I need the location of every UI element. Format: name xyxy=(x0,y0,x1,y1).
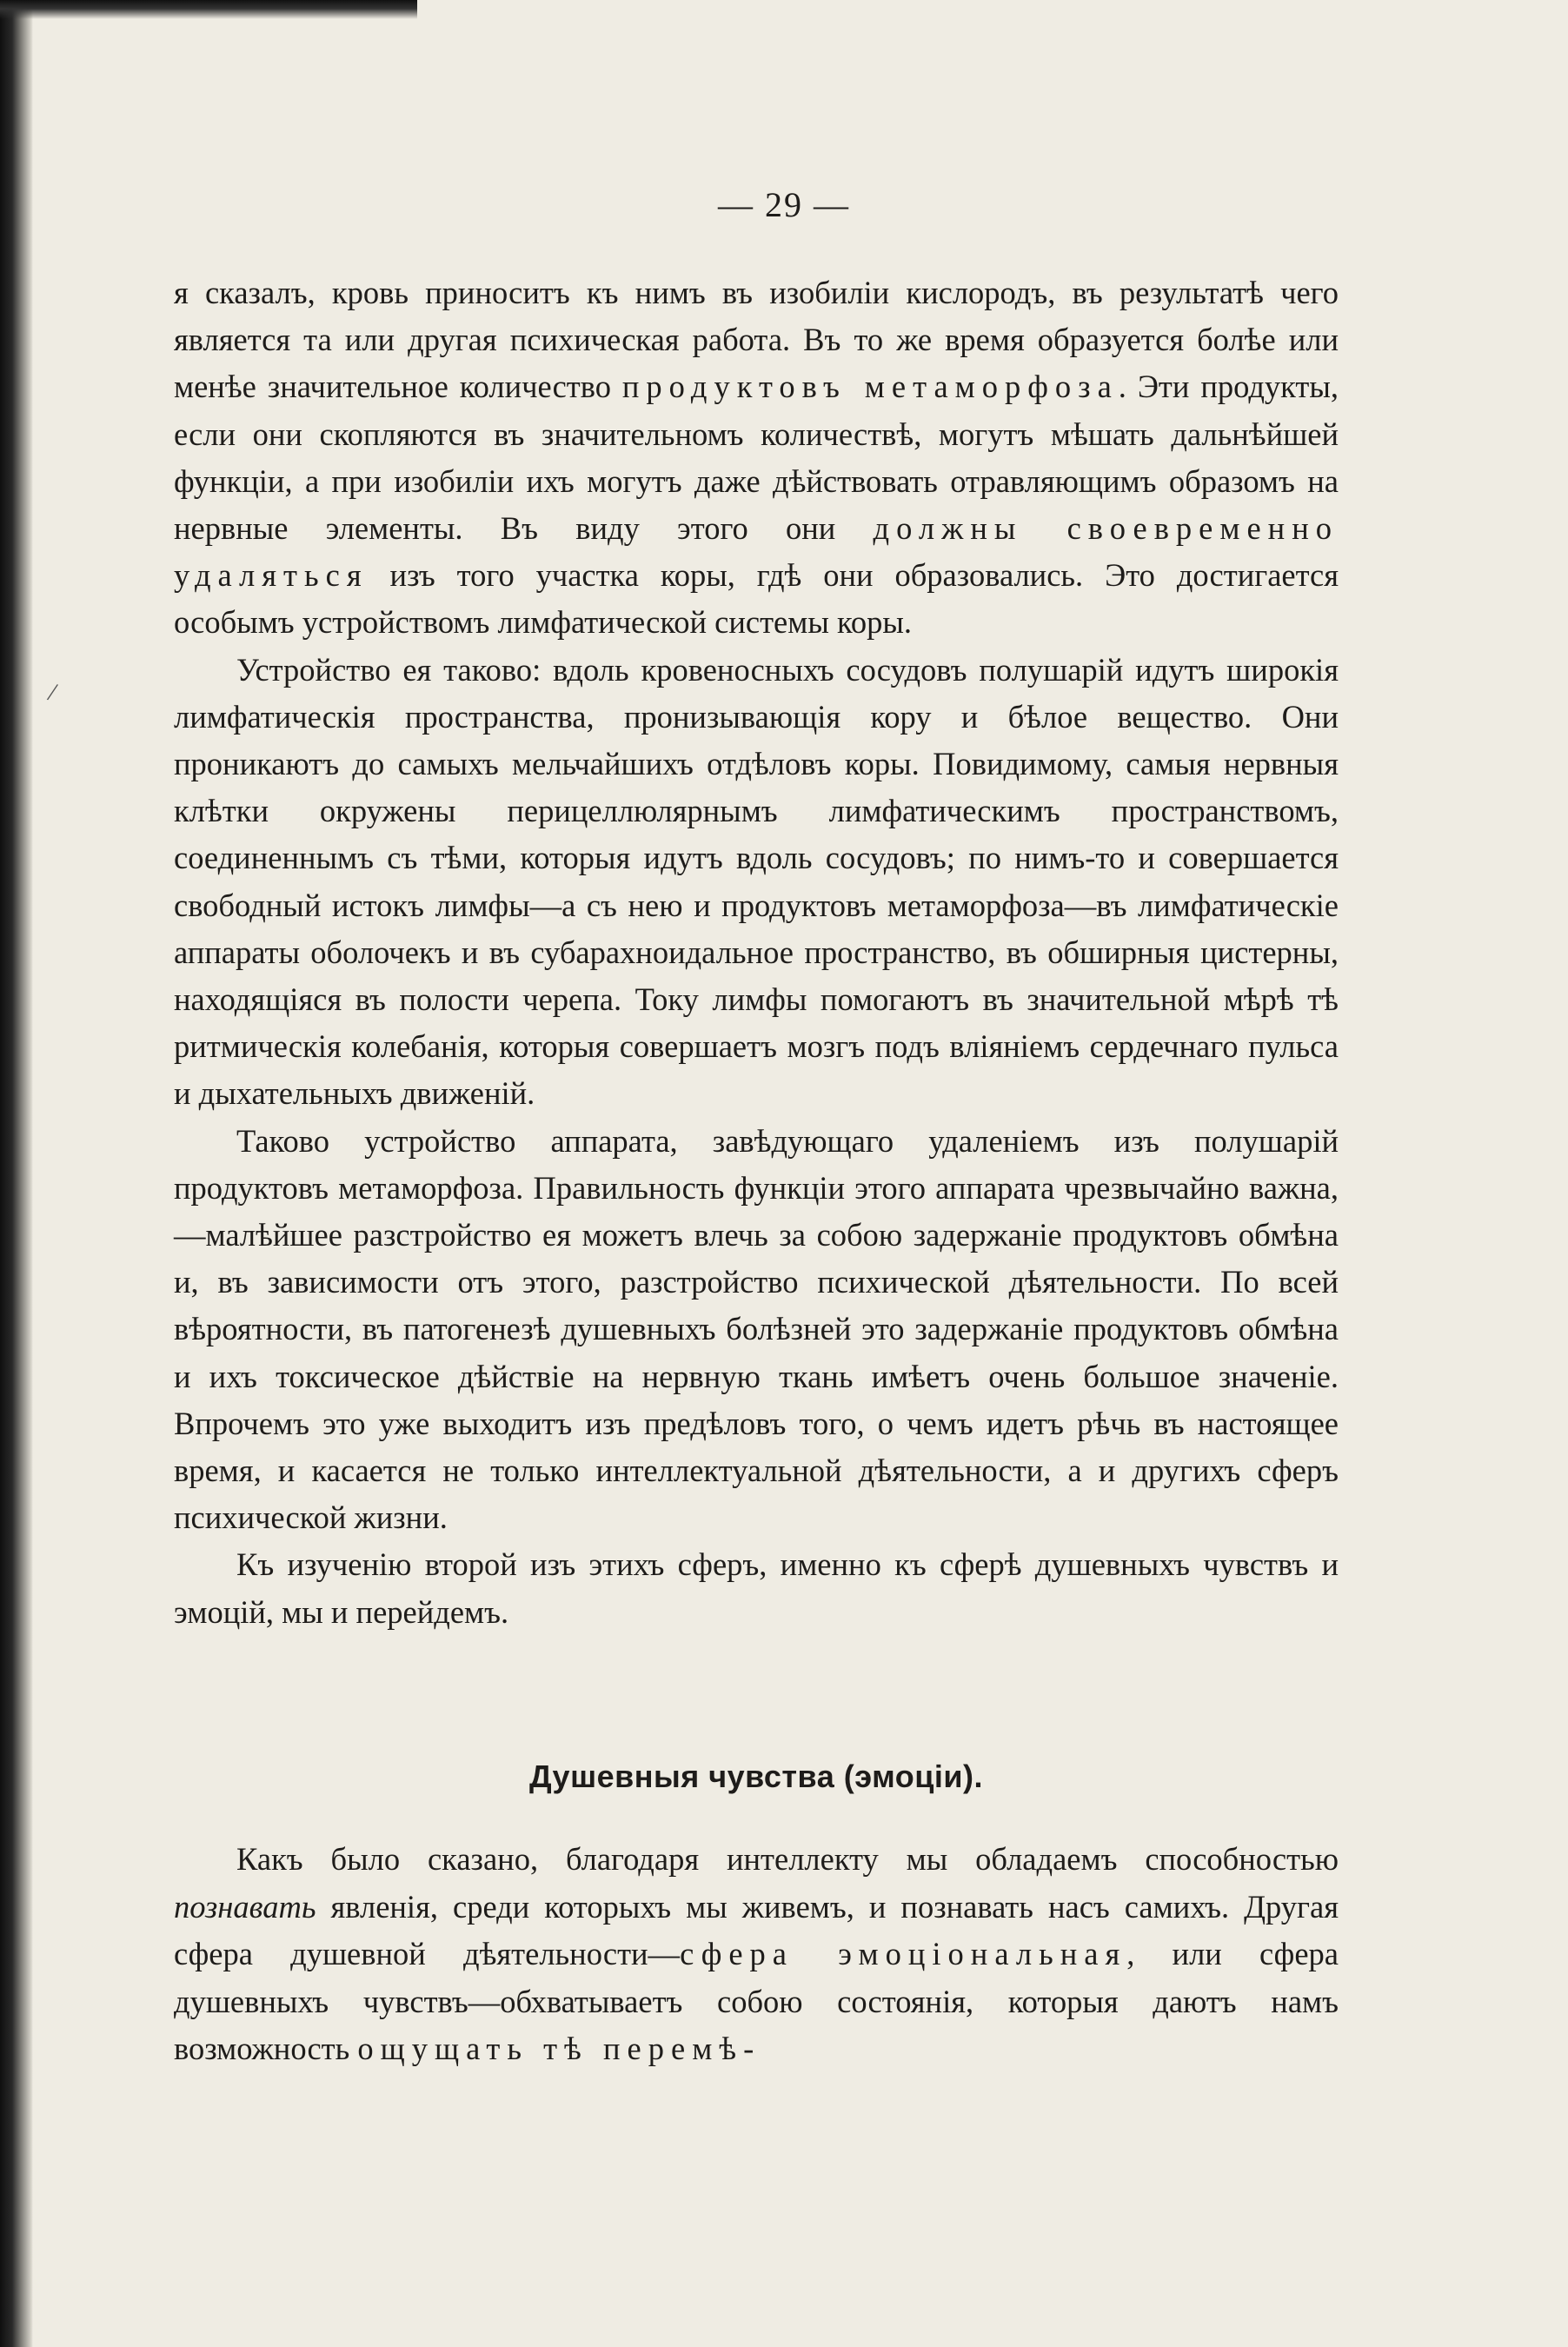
paragraph-5-segment: явленія, среди которыхъ мы живемъ, и познавать насъ самихъ. Другая сфера душевной дѣятельности— xyxy=(174,1888,1339,1971)
body-text-continued xyxy=(174,1836,1339,2073)
paragraph-1-segment: . Эти продукты, если они скопляются въ значительномъ количествѣ, могутъ мѣшать дальнѣйшей функціи, а при изобиліи ихъ могутъ даже дѣйствовать отравляющимъ образомъ на нервные элементы. Въ виду этого они xyxy=(174,369,1339,547)
paragraph-4 xyxy=(174,1541,1339,1635)
paragraph-5-segment: , или сфера душевныхъ чувствъ—обхватываетъ собою состоянія, которыя даютъ намъ возможность xyxy=(174,1936,1339,2066)
paragraph-2 xyxy=(174,647,1339,1118)
scan-top-shadow xyxy=(0,0,417,19)
body-text xyxy=(174,269,1339,1636)
paragraph-4-text: Къ изученію второй изъ этихъ сферъ, именно къ сферѣ душевныхъ чувствъ и эмоцій, мы и перейдемъ. xyxy=(174,1546,1339,1630)
page-number: — 29 — xyxy=(718,185,850,224)
scan-binding-shadow xyxy=(0,0,33,2347)
emphasis-italic: познавать xyxy=(174,1888,316,1925)
emphasis-spaced: должны своевременно удаляться xyxy=(174,510,1339,594)
section-heading: Душевныя чувства (эмоціи). xyxy=(528,1759,984,1794)
paragraph-3 xyxy=(174,1118,1339,1542)
emphasis-spaced: ощущать тѣ перемѣ- xyxy=(357,2031,761,2066)
paragraph-1-segment: изъ того участка коры, гдѣ они образовались. Это достигается особымъ устройствомъ лимфатической системы коры. xyxy=(174,557,1339,641)
paragraph-3-text: Таково устройство аппарата, завѣдующаго удаленіемъ изъ полушарій продуктовъ метаморфоза. Правильность функціи этого аппарата чрезвычайно важна,—малѣйшее разстройство ея можетъ влечь за собою задержаніе продуктовъ обмѣна и, въ зависимости отъ этого, разстройство психической дѣятельности. По всей вѣроятности, въ патогенезѣ душевныхъ болѣзней это задержаніе продуктовъ обмѣна и ихъ токсическое дѣйствіе на нервную ткань имѣетъ очень большое значеніе. Впрочемъ это уже выходитъ изъ предѣловъ того, о чемъ идетъ рѣчь въ настоящее время, и касается не только интеллектуальной дѣятельности, а и другихъ сферъ психической жизни. xyxy=(174,1122,1339,1536)
paragraph-1-segment: я сказалъ, кровь приноситъ къ нимъ въ изобиліи кислородъ, въ результатѣ чего является та или другая психическая работа. Въ то же время образуется болѣе или менѣе значительное количество xyxy=(174,275,1339,405)
emphasis-spaced: продуктовъ метаморфоза xyxy=(621,369,1119,405)
emphasis-spaced: сфера эмоціональная xyxy=(680,1936,1127,1971)
paragraph-2-text: Устройство ея таково: вдоль кровеносныхъ сосудовъ полушарій идутъ широкія лимфатическія пространства, пронизывающія кору и бѣлое вещество. Они проникаютъ до самыхъ мельчайшихъ отдѣловъ коры. Повидимому, самыя нервныя клѣтки окружены перицеллюлярнымъ лимфатическимъ пространствомъ, соединеннымъ съ тѣми, которыя идутъ вдоль сосудовъ; по нимъ-то и совершается свободный истокъ лимфы—а съ нею и продуктовъ метаморфоза—въ лимфатическіе аппараты оболочекъ и въ субарахноидальное пространство, въ обширныя цистерны, находящіяся въ полости черепа. Току лимфы помогаютъ въ значительной мѣрѣ тѣ ритмическія колебанія, которыя совершаетъ мозгъ подъ вліяніемъ сердечнаго пульса и дыхательныхъ движеній. xyxy=(174,651,1339,1112)
paragraph-5 xyxy=(174,1836,1339,2073)
margin-pencil-mark: / xyxy=(45,677,60,708)
paragraph-5-segment: Какъ было сказано, благодаря интеллекту мы обладаемъ способностью xyxy=(236,1841,1339,1877)
paragraph-1 xyxy=(174,269,1339,647)
